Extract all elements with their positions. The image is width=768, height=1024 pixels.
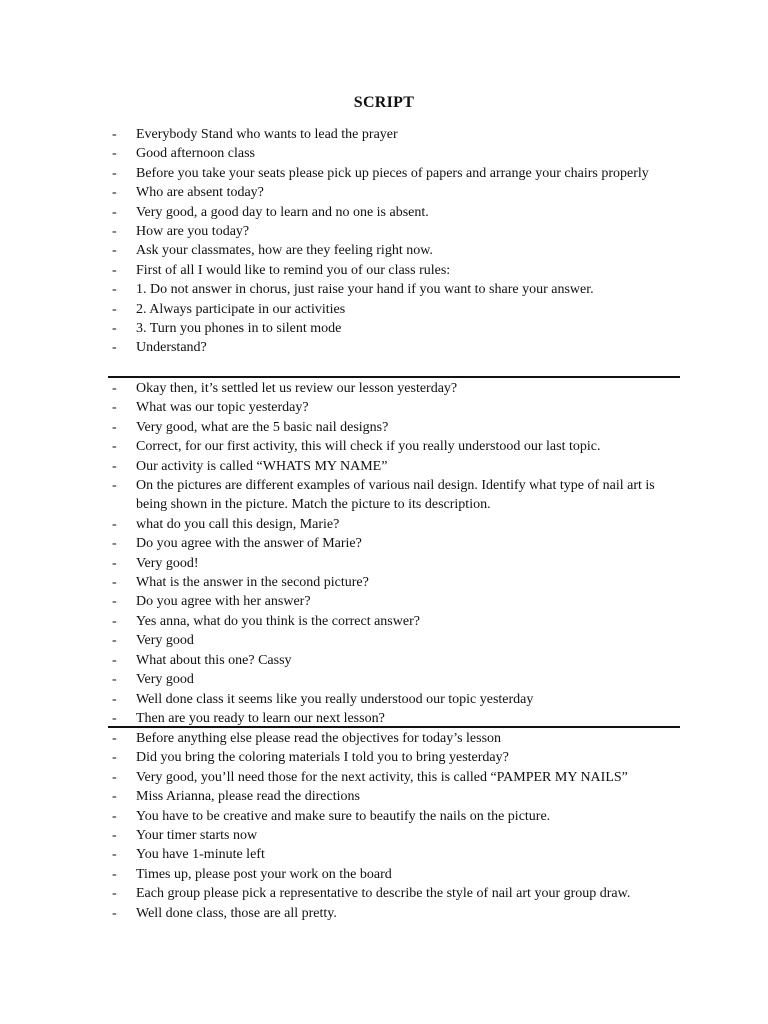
script-line bbox=[108, 144, 680, 163]
script-line-text: Very good, you’ll need those for the next activity, this is called “PAMPER MY NAILS” bbox=[136, 769, 628, 785]
bullet-dash: - bbox=[112, 458, 117, 474]
script-line bbox=[108, 787, 680, 806]
bullet-dash: - bbox=[112, 301, 117, 317]
script-line-text: Who are absent today? bbox=[136, 185, 264, 201]
bullet-dash: - bbox=[112, 555, 117, 571]
bullet-dash: - bbox=[112, 282, 117, 298]
script-line-text: What was our topic yesterday? bbox=[136, 400, 309, 416]
script-section-1 bbox=[108, 125, 680, 358]
script-line-text: 3. Turn you phones in to silent mode bbox=[136, 321, 342, 337]
page-title: SCRIPT bbox=[353, 94, 415, 111]
script-line-text: How are you today? bbox=[136, 224, 250, 240]
bullet-dash: - bbox=[112, 672, 117, 688]
script-line-text: Before anything else please read the objectives for today’s lesson bbox=[136, 731, 502, 746]
script-line bbox=[108, 865, 680, 884]
bullet-dash: - bbox=[112, 165, 117, 181]
section-divider bbox=[108, 726, 680, 728]
script-section-2 bbox=[108, 379, 680, 728]
bullet-dash: - bbox=[112, 808, 117, 824]
bullet-dash: - bbox=[112, 419, 117, 435]
bullet-dash: - bbox=[112, 146, 117, 162]
script-line-text: Miss Arianna, please read the directions bbox=[136, 789, 360, 805]
script-line-text: On the pictures are different examples of various nail design. Identify what type of nail art is being shown in the picture. Match the picture to its description. bbox=[136, 478, 655, 513]
script-line-text: Yes anna, what do you think is the correct answer? bbox=[136, 613, 420, 629]
script-line-text: Before you take your seats please pick up pieces of papers and arrange your chairs properly bbox=[136, 165, 649, 181]
bullet-dash: - bbox=[112, 905, 117, 921]
script-line-text: Do you agree with her answer? bbox=[136, 594, 311, 610]
bullet-dash: - bbox=[112, 439, 117, 455]
bullet-dash: - bbox=[112, 594, 117, 610]
script-line-text: Times up, please post your work on the board bbox=[136, 866, 392, 882]
bullet-dash: - bbox=[112, 400, 117, 416]
script-line bbox=[108, 222, 680, 241]
bullet-dash: - bbox=[112, 691, 117, 707]
script-line-text: Each group please pick a representative to describe the style of nail art your group draw. bbox=[136, 886, 631, 902]
bullet-dash: - bbox=[112, 262, 117, 278]
script-line bbox=[108, 592, 680, 611]
section-divider bbox=[108, 376, 680, 378]
script-line bbox=[108, 319, 680, 338]
script-line-text: 2. Always participate in our activities bbox=[136, 301, 346, 317]
script-line bbox=[108, 437, 680, 456]
script-line bbox=[108, 125, 680, 144]
script-line-text: Correct, for our first activity, this will check if you really understood our last topic. bbox=[136, 439, 601, 455]
script-line bbox=[108, 631, 680, 650]
script-line bbox=[108, 729, 680, 748]
script-line-text: Our activity is called “WHATS MY NAME” bbox=[136, 458, 388, 474]
bullet-dash: - bbox=[112, 185, 117, 201]
script-line-text: Very good, what are the 5 basic nail designs? bbox=[136, 419, 389, 435]
script-line bbox=[108, 300, 680, 319]
script-line bbox=[108, 280, 680, 299]
script-line bbox=[108, 261, 680, 280]
bullet-dash: - bbox=[112, 750, 117, 766]
script-line bbox=[108, 515, 680, 534]
script-line-text: Everybody Stand who wants to lead the prayer bbox=[136, 127, 398, 142]
script-line-text: What is the answer in the second picture? bbox=[136, 575, 369, 591]
script-line bbox=[108, 612, 680, 631]
script-line bbox=[108, 651, 680, 670]
bullet-dash: - bbox=[112, 886, 117, 902]
script-line-text: Very good bbox=[136, 672, 194, 688]
script-line-text: Your timer starts now bbox=[136, 828, 258, 844]
script-line bbox=[108, 457, 680, 476]
script-line bbox=[108, 845, 680, 864]
script-line-text: Very good, a good day to learn and no one is absent. bbox=[136, 204, 429, 220]
script-line bbox=[108, 338, 680, 357]
script-line-text: Well done class it seems like you really understood our topic yesterday bbox=[136, 691, 534, 707]
script-line bbox=[108, 670, 680, 689]
script-line bbox=[108, 554, 680, 573]
bullet-dash: - bbox=[112, 204, 117, 220]
bullet-dash: - bbox=[112, 516, 117, 532]
script-line-text: what do you call this design, Marie? bbox=[136, 516, 340, 532]
script-line bbox=[108, 884, 680, 903]
bullet-dash: - bbox=[112, 769, 117, 785]
bullet-dash: - bbox=[112, 847, 117, 863]
script-line-text: Very good bbox=[136, 633, 194, 649]
bullet-dash: - bbox=[112, 575, 117, 591]
script-line bbox=[108, 183, 680, 202]
bullet-dash: - bbox=[112, 633, 117, 649]
bullet-dash: - bbox=[112, 536, 117, 552]
bullet-dash: - bbox=[112, 224, 117, 240]
bullet-dash: - bbox=[112, 127, 117, 142]
script-line bbox=[108, 241, 680, 260]
bullet-dash: - bbox=[112, 828, 117, 844]
bullet-dash: - bbox=[112, 652, 117, 668]
script-line bbox=[108, 476, 680, 515]
bullet-dash: - bbox=[112, 340, 117, 356]
script-line bbox=[108, 748, 680, 767]
script-line-text: Ask your classmates, how are they feeling right now. bbox=[136, 243, 433, 259]
script-line-text: Well done class, those are all pretty. bbox=[136, 905, 337, 921]
script-line-text: Okay then, it’s settled let us review our lesson yesterday? bbox=[136, 381, 458, 396]
bullet-dash: - bbox=[112, 731, 117, 746]
script-line bbox=[108, 398, 680, 417]
script-line-text: Understand? bbox=[136, 340, 207, 356]
script-line-text: Did you bring the coloring materials I told you to bring yesterday? bbox=[136, 750, 509, 766]
bullet-dash: - bbox=[112, 381, 117, 396]
script-line-text: Good afternoon class bbox=[136, 146, 255, 162]
script-line-text: 1. Do not answer in chorus, just raise your hand if you want to share your answer. bbox=[136, 282, 594, 298]
script-line-text: Very good! bbox=[136, 555, 199, 571]
script-line bbox=[108, 534, 680, 553]
script-line bbox=[108, 573, 680, 592]
script-line bbox=[108, 203, 680, 222]
script-line-text: You have to be creative and make sure to beautify the nails on the picture. bbox=[136, 808, 551, 824]
script-line bbox=[108, 768, 680, 787]
script-line-text: What about this one? Cassy bbox=[136, 652, 292, 668]
bullet-dash: - bbox=[112, 866, 117, 882]
script-line bbox=[108, 904, 680, 923]
bullet-dash: - bbox=[112, 710, 117, 726]
script-line bbox=[108, 418, 680, 437]
script-line bbox=[108, 164, 680, 183]
bullet-dash: - bbox=[112, 243, 117, 259]
script-line bbox=[108, 690, 680, 709]
script-section-3 bbox=[108, 729, 680, 923]
script-line-text: First of all I would like to remind you of our class rules: bbox=[136, 262, 451, 278]
script-line-text: Then are you ready to learn our next lesson? bbox=[136, 710, 385, 726]
script-line bbox=[108, 826, 680, 845]
script-line-text: You have 1-minute left bbox=[136, 847, 265, 863]
bullet-dash: - bbox=[112, 613, 117, 629]
script-line-text: Do you agree with the answer of Marie? bbox=[136, 536, 362, 552]
bullet-dash: - bbox=[112, 478, 117, 494]
script-line bbox=[108, 807, 680, 826]
bullet-dash: - bbox=[112, 321, 117, 337]
bullet-dash: - bbox=[112, 789, 117, 805]
script-line bbox=[108, 379, 680, 398]
